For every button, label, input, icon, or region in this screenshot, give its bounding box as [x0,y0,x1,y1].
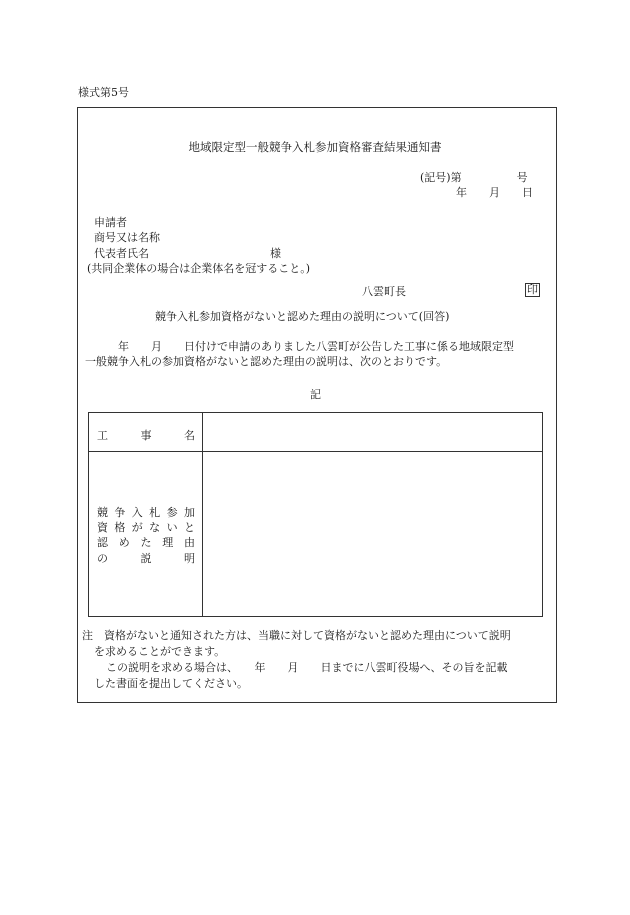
date-line: 年 月 日 [456,186,533,199]
note-line-4: した書面を提出してください。 [94,677,248,690]
reason-label-line-2 [97,519,195,535]
project-name-label [97,427,195,443]
seal-label: 印 [527,283,538,296]
reason-label-line-4 [97,550,195,566]
label-char: 加 [183,506,195,519]
reference-number-line: (記号)第 号 [420,171,528,184]
note-line-2: を求めることができます。 [94,645,226,658]
trade-name-label: 商号又は名称 [94,231,160,244]
label-char: が [131,521,143,534]
applicant-heading: 申請者 [94,216,127,229]
note-line-3: この説明を求める場合は、 年 月 日までに八雲町役場へ、その旨を記載 [106,661,508,674]
joint-venture-note: (共同企業体の場合は企業体名を冠すること。) [87,262,311,275]
form-number-label: 様式第5号 [78,86,129,99]
label-char: 札 [149,506,161,519]
label-char: 工 [97,429,108,442]
details-table [88,412,543,617]
label-char: い [166,521,178,534]
label-char: 明 [184,552,195,565]
label-char: 理 [162,536,174,549]
label-char: 由 [184,536,195,549]
label-char: 認 [97,536,108,549]
label-char: 争 [114,506,126,519]
issuer-name: 八雲町長 [362,285,406,298]
body-line-1: 年 月 日付けで申請のありました八雲町が公告した工事に係る地域限定型 [118,340,514,353]
subtitle: 競争入札参加資格がないと認めた理由の説明について(回答) [155,310,450,323]
representative-label: 代表者氏名 様 [94,247,281,260]
label-char: 参 [166,506,178,519]
label-char: な [149,521,161,534]
label-char: 入 [131,506,143,519]
label-char: 競 [97,506,108,519]
note-line-1: 注 資格がないと通知された方は、当職に対して資格がないと認めた理由について説明 [82,629,511,642]
body-line-2: 一般競争入札の参加資格がないと認めた理由の説明は、次のとおりです。 [85,355,448,368]
ki-marker: 記 [310,388,321,401]
label-char: 説 [140,552,152,565]
document-title: 地域限定型一般競争入札参加資格審査結果通知書 [188,140,442,154]
label-char: 事 [140,429,152,442]
label-char: め [118,536,130,549]
label-char: 資 [97,521,108,534]
reason-label-line-3 [97,534,195,550]
label-char: 格 [114,521,126,534]
label-char: の [97,552,108,565]
column-divider [202,413,203,616]
seal-mark [525,283,540,297]
reason-label-line-1 [97,504,195,520]
label-char: た [140,536,152,549]
label-char: 名 [184,429,195,442]
label-char: と [183,521,195,534]
